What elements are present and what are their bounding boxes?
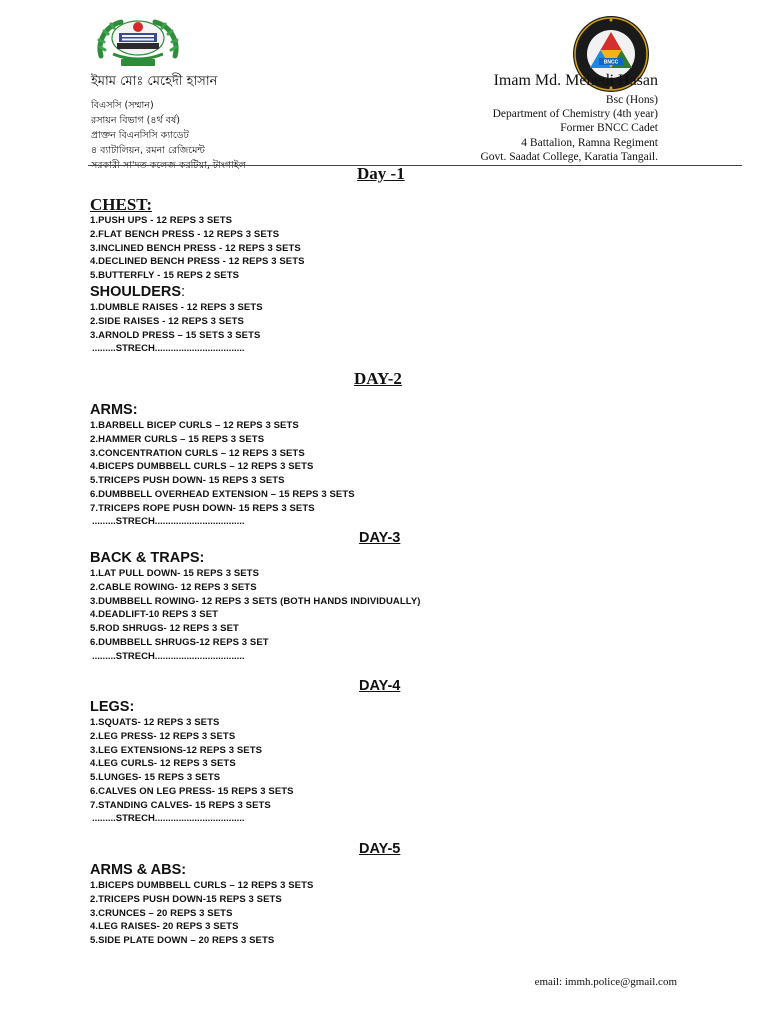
exercise-item: 3.CONCENTRATION CURLS – 12 REPS 3 SETS <box>90 447 305 459</box>
exercise-item: 5.ROD SHRUGS- 12 REPS 3 SET <box>90 623 239 634</box>
exercise-item: 4.LEG CURLS- 12 REPS 3 SETS <box>90 758 236 770</box>
shoulders-heading-colon: : <box>181 284 186 300</box>
exercise-item: 4.DEADLIFT-10 REPS 3 SET <box>90 609 219 621</box>
back-traps-heading: BACK & TRAPS: <box>90 550 205 566</box>
exercise-item: 1.PUSH UPS - 12 REPS 3 SETS <box>90 215 233 226</box>
exercise-item: 2.CABLE ROWING- 12 REPS 3 SETS <box>90 581 257 593</box>
stretch-note: .........STRECH.................................. <box>92 813 245 825</box>
exercise-item: 7.STANDING CALVES- 15 REPS 3 SETS <box>90 799 271 811</box>
svg-text:BNCC: BNCC <box>603 59 619 66</box>
header-divider <box>88 165 742 166</box>
exercise-item: 6.CALVES ON LEG PRESS- 15 REPS 3 SETS <box>90 785 294 797</box>
bangla-name: ইমাম মোঃ মেহেদী হাসান <box>91 74 218 89</box>
exercise-item: 3.CRUNCES – 20 REPS 3 SETS <box>90 907 233 919</box>
english-line: Bsc (Hons) <box>605 94 658 106</box>
exercise-item: 1.BICEPS DUMBBELL CURLS – 12 REPS 3 SETS <box>90 880 314 891</box>
legs-section <box>90 698 294 826</box>
exercise-item: 6.DUMBBELL SHRUGS-12 REPS 3 SET <box>90 636 269 648</box>
shoulders-heading-text: SHOULDERS <box>90 284 182 300</box>
back-traps-section <box>90 549 421 664</box>
chest-section <box>90 196 305 283</box>
exercise-item: 3.DUMBBELL ROWING- 12 REPS 3 SETS (BOTH HANDS INDIVIDUALLY) <box>90 595 421 607</box>
bangla-line: রসায়ন বিভাগ (৪র্থ বর্ষ) <box>91 115 180 126</box>
exercise-item: 2.FLAT BENCH PRESS - 12 REPS 3 SETS <box>90 228 280 240</box>
exercise-item: 4.BICEPS DUMBBELL CURLS – 12 REPS 3 SETS <box>90 461 314 473</box>
exercise-item: 7.TRICEPS ROPE PUSH DOWN- 15 REPS 3 SETS <box>90 502 315 514</box>
bangla-header <box>91 72 246 173</box>
exercise-item: 5.TRICEPS PUSH DOWN- 15 REPS 3 SETS <box>90 475 285 486</box>
college-emblem-icon <box>95 16 181 68</box>
english-name: Imam Md. Mehedi Hasan <box>493 72 658 89</box>
arms-abs-section <box>90 861 313 948</box>
english-line: 4 Battalion, Ramna Regiment <box>521 136 658 149</box>
english-line: Govt. Saadat College, Karatia Tangail. <box>480 150 658 163</box>
exercise-item: 4.DECLINED BENCH PRESS - 12 REPS 3 SETS <box>90 256 305 268</box>
arms-abs-heading: ARMS & ABS: <box>90 862 187 878</box>
arms-heading: ARMS: <box>90 402 138 418</box>
day-2-title: DAY-2 <box>354 369 402 388</box>
stretch-note: .........STRECH.................................. <box>92 650 245 662</box>
exercise-item: 4.LEG RAISES- 20 REPS 3 SETS <box>90 921 239 933</box>
exercise-item: 2.LEG PRESS- 12 REPS 3 SETS <box>90 730 236 742</box>
footer-email: email: immh.police@gmail.com <box>534 976 677 988</box>
exercise-list <box>90 301 263 342</box>
exercise-item: 1.SQUATS- 12 REPS 3 SETS <box>90 717 220 728</box>
day-3-title: DAY-3 <box>359 530 401 546</box>
bangla-line: সরকারী সা'দত কলেজ করটিয়া, টাংগাইল <box>91 160 246 171</box>
day-5-title: DAY-5 <box>359 841 401 857</box>
exercise-item: 1.DUMBLE RAISES - 12 REPS 3 SETS <box>90 302 263 313</box>
exercise-item: 6.DUMBBELL OVERHEAD EXTENSION – 15 REPS 3 SETS <box>90 488 355 500</box>
exercise-list <box>90 567 421 650</box>
shoulders-section <box>90 283 263 356</box>
day-4-title: DAY-4 <box>359 678 401 694</box>
exercise-item: 5.LUNGES- 15 REPS 3 SETS <box>90 772 221 783</box>
chest-heading: CHEST: <box>90 195 153 214</box>
english-line: Former BNCC Cadet <box>560 122 658 135</box>
bangla-line: ৪ ব্যাটালিয়ন, রমনা রেজিমেন্ট <box>91 145 205 156</box>
exercise-list <box>90 214 305 283</box>
exercise-item: 5.SIDE PLATE DOWN – 20 REPS 3 SETS <box>90 935 275 946</box>
exercise-item: 3.INCLINED BENCH PRESS - 12 REPS 3 SETS <box>90 242 301 254</box>
legs-heading: LEGS: <box>90 699 135 715</box>
exercise-list <box>90 419 355 515</box>
exercise-item: 2.TRICEPS PUSH DOWN-15 REPS 3 SETS <box>90 893 282 905</box>
day-1-title: Day -1 <box>357 164 405 183</box>
english-header <box>481 72 659 164</box>
exercise-item: 2.SIDE RAISES - 12 REPS 3 SETS <box>90 315 244 327</box>
exercise-item: 2.HAMMER CURLS – 15 REPS 3 SETS <box>90 433 265 445</box>
exercise-list <box>90 716 294 812</box>
bangla-line: বিএসসি (সম্মান) <box>91 100 154 111</box>
exercise-item: 5.BUTTERFLY - 15 REPS 2 SETS <box>90 270 240 281</box>
stretch-note: .........STRECH.................................. <box>92 343 245 355</box>
exercise-item: 3.ARNOLD PRESS – 15 SETS 3 SETS <box>90 329 261 341</box>
bangla-line: প্রাক্তন বিএনসিসি ক্যাডেট <box>91 130 189 141</box>
shoulders-heading <box>90 283 263 301</box>
exercise-list <box>90 879 313 948</box>
exercise-item: 1.LAT PULL DOWN- 15 REPS 3 SETS <box>90 568 260 579</box>
arms-section <box>90 401 355 529</box>
stretch-note: .........STRECH.................................. <box>92 516 245 528</box>
exercise-item: 1.BARBELL BICEP CURLS – 12 REPS 3 SETS <box>90 420 299 431</box>
english-line: Department of Chemistry (4th year) <box>492 108 658 121</box>
exercise-item: 3.LEG EXTENSIONS-12 REPS 3 SETS <box>90 744 263 756</box>
